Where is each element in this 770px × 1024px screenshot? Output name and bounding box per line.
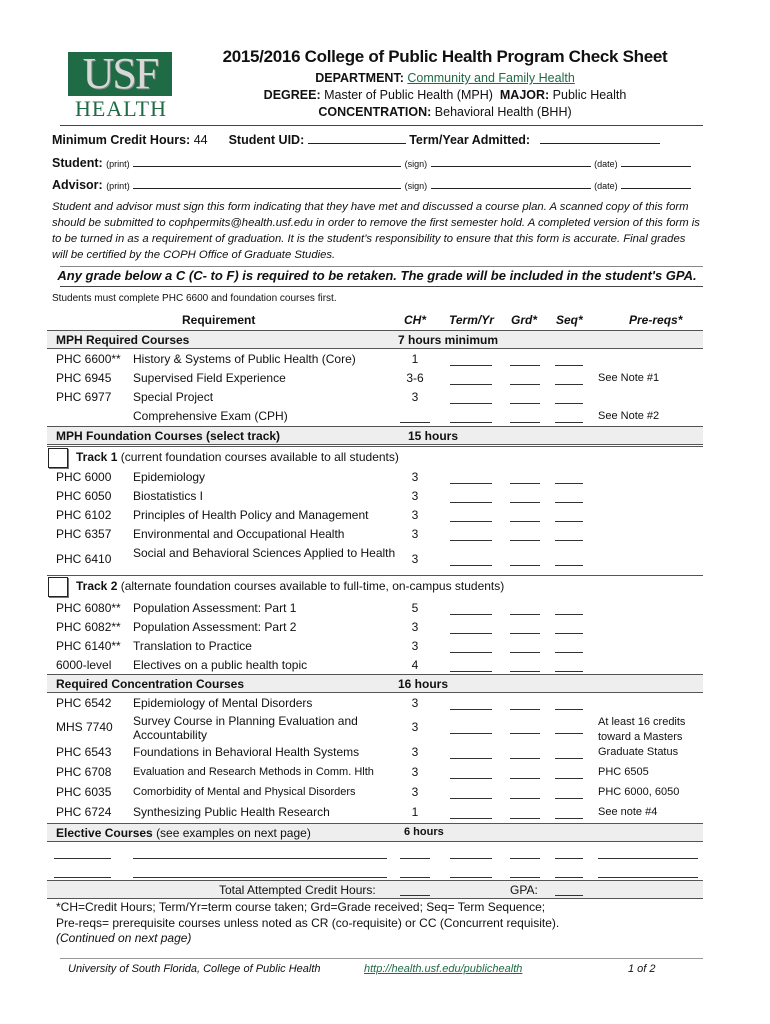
credit-hours: 3 <box>411 552 419 566</box>
student-uid-field[interactable] <box>308 143 406 144</box>
elective-code-field[interactable] <box>54 877 111 878</box>
section-desc: (see examples on next page) <box>156 826 311 840</box>
grade-field[interactable] <box>510 614 540 615</box>
prereq-note: At least 16 credits toward a Masters <box>598 716 686 743</box>
sequence-field[interactable] <box>555 778 583 779</box>
section-required-concentration <box>47 674 703 693</box>
advisor-sign-field[interactable] <box>431 188 591 189</box>
prereq-note: See Note #2 <box>598 410 660 422</box>
course-name: Epidemiology <box>133 470 206 484</box>
page-title: 2015/2016 College of Public Health Program Check Sheet <box>222 47 668 66</box>
sequence-field[interactable] <box>555 521 583 522</box>
term-field[interactable] <box>450 858 492 859</box>
elective-row-2 <box>47 862 703 881</box>
course-row <box>47 694 703 713</box>
track-2-selector <box>47 575 703 597</box>
logo-green-box <box>68 49 172 98</box>
logo-usf-text: USF <box>82 49 158 98</box>
course-name: Special Project <box>133 390 214 404</box>
credit-hours: 4 <box>411 658 419 672</box>
date-label: (date) <box>594 159 618 169</box>
credit-hours-field[interactable] <box>400 858 430 859</box>
course-row <box>47 763 703 782</box>
course-name: Comprehensive Exam (CPH) <box>133 409 288 423</box>
course-row <box>47 350 703 369</box>
course-row <box>47 618 703 637</box>
course-name: Principles of Health Policy and Management <box>133 508 369 522</box>
grade-field[interactable] <box>510 365 540 366</box>
grade-field[interactable] <box>510 502 540 503</box>
course-row <box>47 599 703 618</box>
sequence-field[interactable] <box>555 798 583 799</box>
degree-value: Master of Public Health (MPH) <box>324 88 493 102</box>
continued-note: (Continued on next page) <box>56 931 192 945</box>
grade-field[interactable] <box>510 858 540 859</box>
term-field[interactable] <box>450 877 492 878</box>
course-code: PHC 6724 <box>56 805 112 819</box>
gpa-field[interactable] <box>555 895 583 896</box>
prerequisite-subnote: Students must complete PHC 6600 and foundation courses first. <box>52 293 337 304</box>
legend-line-1: *CH=Credit Hours; Term/Yr=term course taken; Grd=Grade received; Seq= Term Sequence; <box>56 900 546 914</box>
term-field[interactable] <box>450 614 492 615</box>
course-name: Population Assessment: Part 2 <box>133 620 297 634</box>
term-field[interactable] <box>450 384 492 385</box>
course-row <box>47 506 703 525</box>
credit-hours: 3-6 <box>406 371 424 385</box>
prereq-note: See note #4 <box>598 806 658 818</box>
term-field[interactable] <box>450 403 492 404</box>
section-hours: 16 hours <box>398 677 449 691</box>
degree-label: DEGREE: <box>263 88 321 102</box>
total-credit-field[interactable] <box>400 895 430 896</box>
term-field[interactable] <box>450 778 492 779</box>
grade-warning: Any grade below a C (C- to F) is required to be retaken. The grade will be included in the student's GPA. <box>57 268 697 283</box>
prereq-field[interactable] <box>598 877 698 878</box>
sequence-field[interactable] <box>555 565 583 566</box>
course-row <box>47 803 703 822</box>
grade-field[interactable] <box>510 758 540 759</box>
concentration-value: Behavioral Health (BHH) <box>434 105 572 119</box>
sign-label: (sign) <box>404 181 428 191</box>
credit-hours: 3 <box>411 639 419 653</box>
term-field[interactable] <box>450 540 492 541</box>
course-code: PHC 6708 <box>56 765 112 779</box>
sequence-field[interactable] <box>555 365 583 366</box>
col-header-requirement: Requirement <box>182 313 256 327</box>
course-row <box>47 743 703 762</box>
sequence-field[interactable] <box>555 384 583 385</box>
credit-hours: 3 <box>411 696 419 710</box>
course-name: Electives on a public health topic <box>133 658 308 672</box>
sequence-field[interactable] <box>555 733 583 734</box>
course-row <box>47 714 703 743</box>
course-code: PHC 6945 <box>56 371 112 385</box>
course-name: Biostatistics I <box>133 489 204 503</box>
grade-field[interactable] <box>510 671 540 672</box>
term-field[interactable] <box>450 633 492 634</box>
sequence-field[interactable] <box>555 633 583 634</box>
course-row <box>47 656 703 675</box>
footer-divider <box>60 958 703 959</box>
course-name: History & Systems of Public Health (Core) <box>133 352 356 366</box>
term-field[interactable] <box>450 709 492 710</box>
course-code: PHC 6543 <box>56 745 112 759</box>
credit-hours: 3 <box>411 745 419 759</box>
major-value: Public Health <box>552 88 627 102</box>
student-label: Student: <box>52 156 103 170</box>
section-label: MPH Foundation Courses (select track) <box>56 429 281 443</box>
major-label: MAJOR: <box>499 88 550 102</box>
legend-line-2: Pre-reqs= prerequisite courses unless noted as CR (co-requisite) or CC (Concurrent requisite). <box>56 916 560 930</box>
totals-row <box>47 880 703 899</box>
term-admitted-label: Term/Year Admitted: <box>409 133 531 147</box>
section-label: Elective Courses <box>56 826 153 840</box>
course-name: Social and Behavioral Sciences Applied to Health <box>133 546 396 560</box>
student-print-field[interactable] <box>133 166 401 167</box>
elective-name-field[interactable] <box>133 877 387 878</box>
page-number: 1 of 2 <box>628 963 656 975</box>
course-code: PHC 6542 <box>56 696 112 710</box>
course-row <box>47 546 703 574</box>
sequence-field[interactable] <box>555 403 583 404</box>
grade-field[interactable] <box>510 483 540 484</box>
department-line <box>200 71 690 85</box>
section-hours: 7 hours minimum <box>398 333 499 347</box>
course-code: PHC 6050 <box>56 489 112 503</box>
sequence-field[interactable] <box>555 709 583 710</box>
student-signature-row <box>52 156 691 170</box>
grade-field[interactable] <box>510 733 540 734</box>
course-name: Translation to Practice <box>133 639 252 653</box>
course-name: Environmental and Occupational Health <box>133 527 345 541</box>
course-row <box>47 468 703 487</box>
student-uid-label: Student UID: <box>228 133 305 147</box>
course-code: PHC 6140** <box>56 639 121 653</box>
credit-hours: 3 <box>411 489 419 503</box>
advisor-label: Advisor: <box>52 178 103 192</box>
logo-health-text: HEALTH <box>75 96 167 121</box>
min-credit-value: 44 <box>193 133 208 147</box>
track-2-text <box>76 579 504 593</box>
course-code: 6000-level <box>56 658 112 672</box>
prereq-note: PHC 6505 <box>598 766 649 778</box>
section-elective-courses <box>47 823 703 842</box>
elective-code-field[interactable] <box>54 858 111 859</box>
sequence-field[interactable] <box>555 540 583 541</box>
course-row <box>47 487 703 506</box>
col-header-grd: Grd* <box>511 313 538 327</box>
grade-field[interactable] <box>510 798 540 799</box>
section-mph-foundation <box>47 426 703 445</box>
col-header-term: Term/Yr <box>449 313 494 327</box>
credit-hours-field[interactable] <box>400 877 430 878</box>
track-1-desc: (current foundation courses available to all students) <box>120 450 399 464</box>
track-2-desc: (alternate foundation courses available to full-time, on-campus students) <box>120 579 505 593</box>
section-label: MPH Required Courses <box>56 333 190 347</box>
course-code: PHC 6600** <box>56 352 121 366</box>
credit-hours: 1 <box>411 805 419 819</box>
course-name: Comorbidity of Mental and Physical Disorders <box>133 786 356 798</box>
term-field[interactable] <box>450 483 492 484</box>
section-hours: 15 hours <box>408 429 459 443</box>
prereq-field[interactable] <box>598 858 698 859</box>
prereq-note: Graduate Status <box>598 746 679 758</box>
elective-name-field[interactable] <box>133 858 387 859</box>
course-row <box>47 369 703 388</box>
sequence-field[interactable] <box>555 877 583 878</box>
course-code: MHS 7740 <box>56 720 113 734</box>
grade-field[interactable] <box>510 652 540 653</box>
course-name: Epidemiology of Mental Disorders <box>133 696 313 710</box>
footer-url-link[interactable]: http://health.usf.edu/publichealth <box>364 963 523 975</box>
sequence-field[interactable] <box>555 818 583 819</box>
credit-hours: 3 <box>411 720 419 734</box>
course-row <box>47 407 703 426</box>
track-2-label: Track 2 <box>76 579 118 593</box>
course-row <box>47 637 703 656</box>
credit-hours: 5 <box>411 601 419 615</box>
section-hours: 6 hours <box>404 826 444 838</box>
term-field[interactable] <box>450 798 492 799</box>
term-field[interactable] <box>450 422 492 423</box>
sequence-field[interactable] <box>555 758 583 759</box>
credit-hours: 3 <box>411 765 419 779</box>
credit-hours: 3 <box>411 470 419 484</box>
grade-field[interactable] <box>510 709 540 710</box>
course-row <box>47 525 703 544</box>
col-header-ch: CH* <box>404 313 427 327</box>
credit-hours: 3 <box>411 785 419 799</box>
advisor-signature-row <box>52 178 691 192</box>
track-1-checkbox[interactable] <box>48 448 68 468</box>
sequence-field[interactable] <box>555 422 583 423</box>
prereq-note: PHC 6000, 6050 <box>598 786 680 798</box>
prereq-note: See Note #1 <box>598 372 660 384</box>
course-name: Population Assessment: Part 1 <box>133 601 297 615</box>
department-label: DEPARTMENT: <box>315 71 404 85</box>
section-label-wrap <box>56 826 311 840</box>
course-code: PHC 6410 <box>56 552 112 566</box>
sequence-field[interactable] <box>555 614 583 615</box>
header-divider <box>60 125 703 126</box>
term-admitted-field[interactable] <box>540 143 660 144</box>
degree-line <box>200 88 690 102</box>
course-code: PHC 6035 <box>56 785 112 799</box>
credit-hours: 1 <box>411 352 419 366</box>
grade-field[interactable] <box>510 540 540 541</box>
credit-hours: 3 <box>411 527 419 541</box>
concentration-line <box>200 105 690 119</box>
course-code: PHC 6357 <box>56 527 112 541</box>
course-code: PHC 6977 <box>56 390 112 404</box>
date-label: (date) <box>594 181 618 191</box>
course-code: PHC 6102 <box>56 508 112 522</box>
department-link[interactable]: Community and Family Health <box>407 71 575 85</box>
total-credit-label: Total Attempted Credit Hours: <box>219 883 376 897</box>
track-2-checkbox[interactable] <box>48 577 68 597</box>
usf-health-logo <box>68 49 174 121</box>
min-credit-label: Minimum Credit Hours: <box>52 133 191 147</box>
term-field[interactable] <box>450 521 492 522</box>
advisor-date-field[interactable] <box>621 188 691 189</box>
grade-field[interactable] <box>510 778 540 779</box>
course-name: Evaluation and Research Methods in Comm. Hlth <box>133 766 374 778</box>
student-sign-field[interactable] <box>431 166 591 167</box>
sequence-field[interactable] <box>555 858 583 859</box>
sequence-field[interactable] <box>555 483 583 484</box>
grade-field[interactable] <box>510 403 540 404</box>
term-field[interactable] <box>450 565 492 566</box>
course-name: Supervised Field Experience <box>133 371 286 385</box>
course-row <box>47 783 703 802</box>
term-field[interactable] <box>450 818 492 819</box>
sequence-field[interactable] <box>555 652 583 653</box>
elective-row-1 <box>47 843 703 862</box>
course-code: PHC 6000 <box>56 470 112 484</box>
course-name: Survey Course in Planning Evaluation and Accountability <box>133 714 358 742</box>
instructions-text: Student and advisor must sign this form indicating that they have met and discussed a course plan. A scanned copy of this form should be submitted to cophpermits@health.usf.edu in order to remove the first semester hold. A completed version of this form is to be turned in as a requirement of graduation. It is the student’s responsibility to ensure that this form is accurate. Final grades will be certified by the COPH Office of Graduate Studies. <box>52 201 700 261</box>
term-field[interactable] <box>450 758 492 759</box>
sequence-field[interactable] <box>555 502 583 503</box>
term-field[interactable] <box>450 652 492 653</box>
credit-hours: 3 <box>411 508 419 522</box>
print-label: (print) <box>106 181 130 191</box>
col-header-prereqs: Pre-reqs* <box>629 313 683 327</box>
footer-institution: University of South Florida, College of Public Health <box>68 963 321 975</box>
concentration-label: CONCENTRATION: <box>318 105 432 119</box>
warning-bottom-rule <box>60 286 703 287</box>
grade-field[interactable] <box>510 877 540 878</box>
term-field[interactable] <box>450 502 492 503</box>
advisor-print-field[interactable] <box>133 188 401 189</box>
section-mph-required <box>47 330 703 349</box>
grade-field[interactable] <box>510 633 540 634</box>
track-1-text <box>76 450 399 464</box>
section-label: Required Concentration Courses <box>56 677 245 691</box>
credit-uid-term-row <box>52 133 660 147</box>
credit-hours: 3 <box>411 620 419 634</box>
gpa-label: GPA: <box>510 883 538 897</box>
grade-field[interactable] <box>510 521 540 522</box>
warning-top-rule <box>60 266 703 267</box>
grade-field[interactable] <box>510 818 540 819</box>
track-1-label: Track 1 <box>76 450 118 464</box>
grade-field[interactable] <box>510 565 540 566</box>
course-row <box>47 388 703 407</box>
credit-hours-field[interactable] <box>400 422 430 423</box>
term-field[interactable] <box>450 365 492 366</box>
credit-hours: 3 <box>411 390 419 404</box>
course-name: Synthesizing Public Health Research <box>133 805 330 819</box>
course-code: PHC 6080** <box>56 601 121 615</box>
sequence-field[interactable] <box>555 671 583 672</box>
grade-field[interactable] <box>510 384 540 385</box>
col-header-seq: Seq* <box>556 313 583 327</box>
term-field[interactable] <box>450 671 492 672</box>
course-name: Foundations in Behavioral Health Systems <box>133 745 360 759</box>
print-label: (print) <box>106 159 130 169</box>
student-date-field[interactable] <box>621 166 691 167</box>
term-field[interactable] <box>450 733 492 734</box>
track-1-selector <box>47 446 703 468</box>
sign-label: (sign) <box>404 159 428 169</box>
grade-field[interactable] <box>510 422 540 423</box>
course-code: PHC 6082** <box>56 620 121 634</box>
